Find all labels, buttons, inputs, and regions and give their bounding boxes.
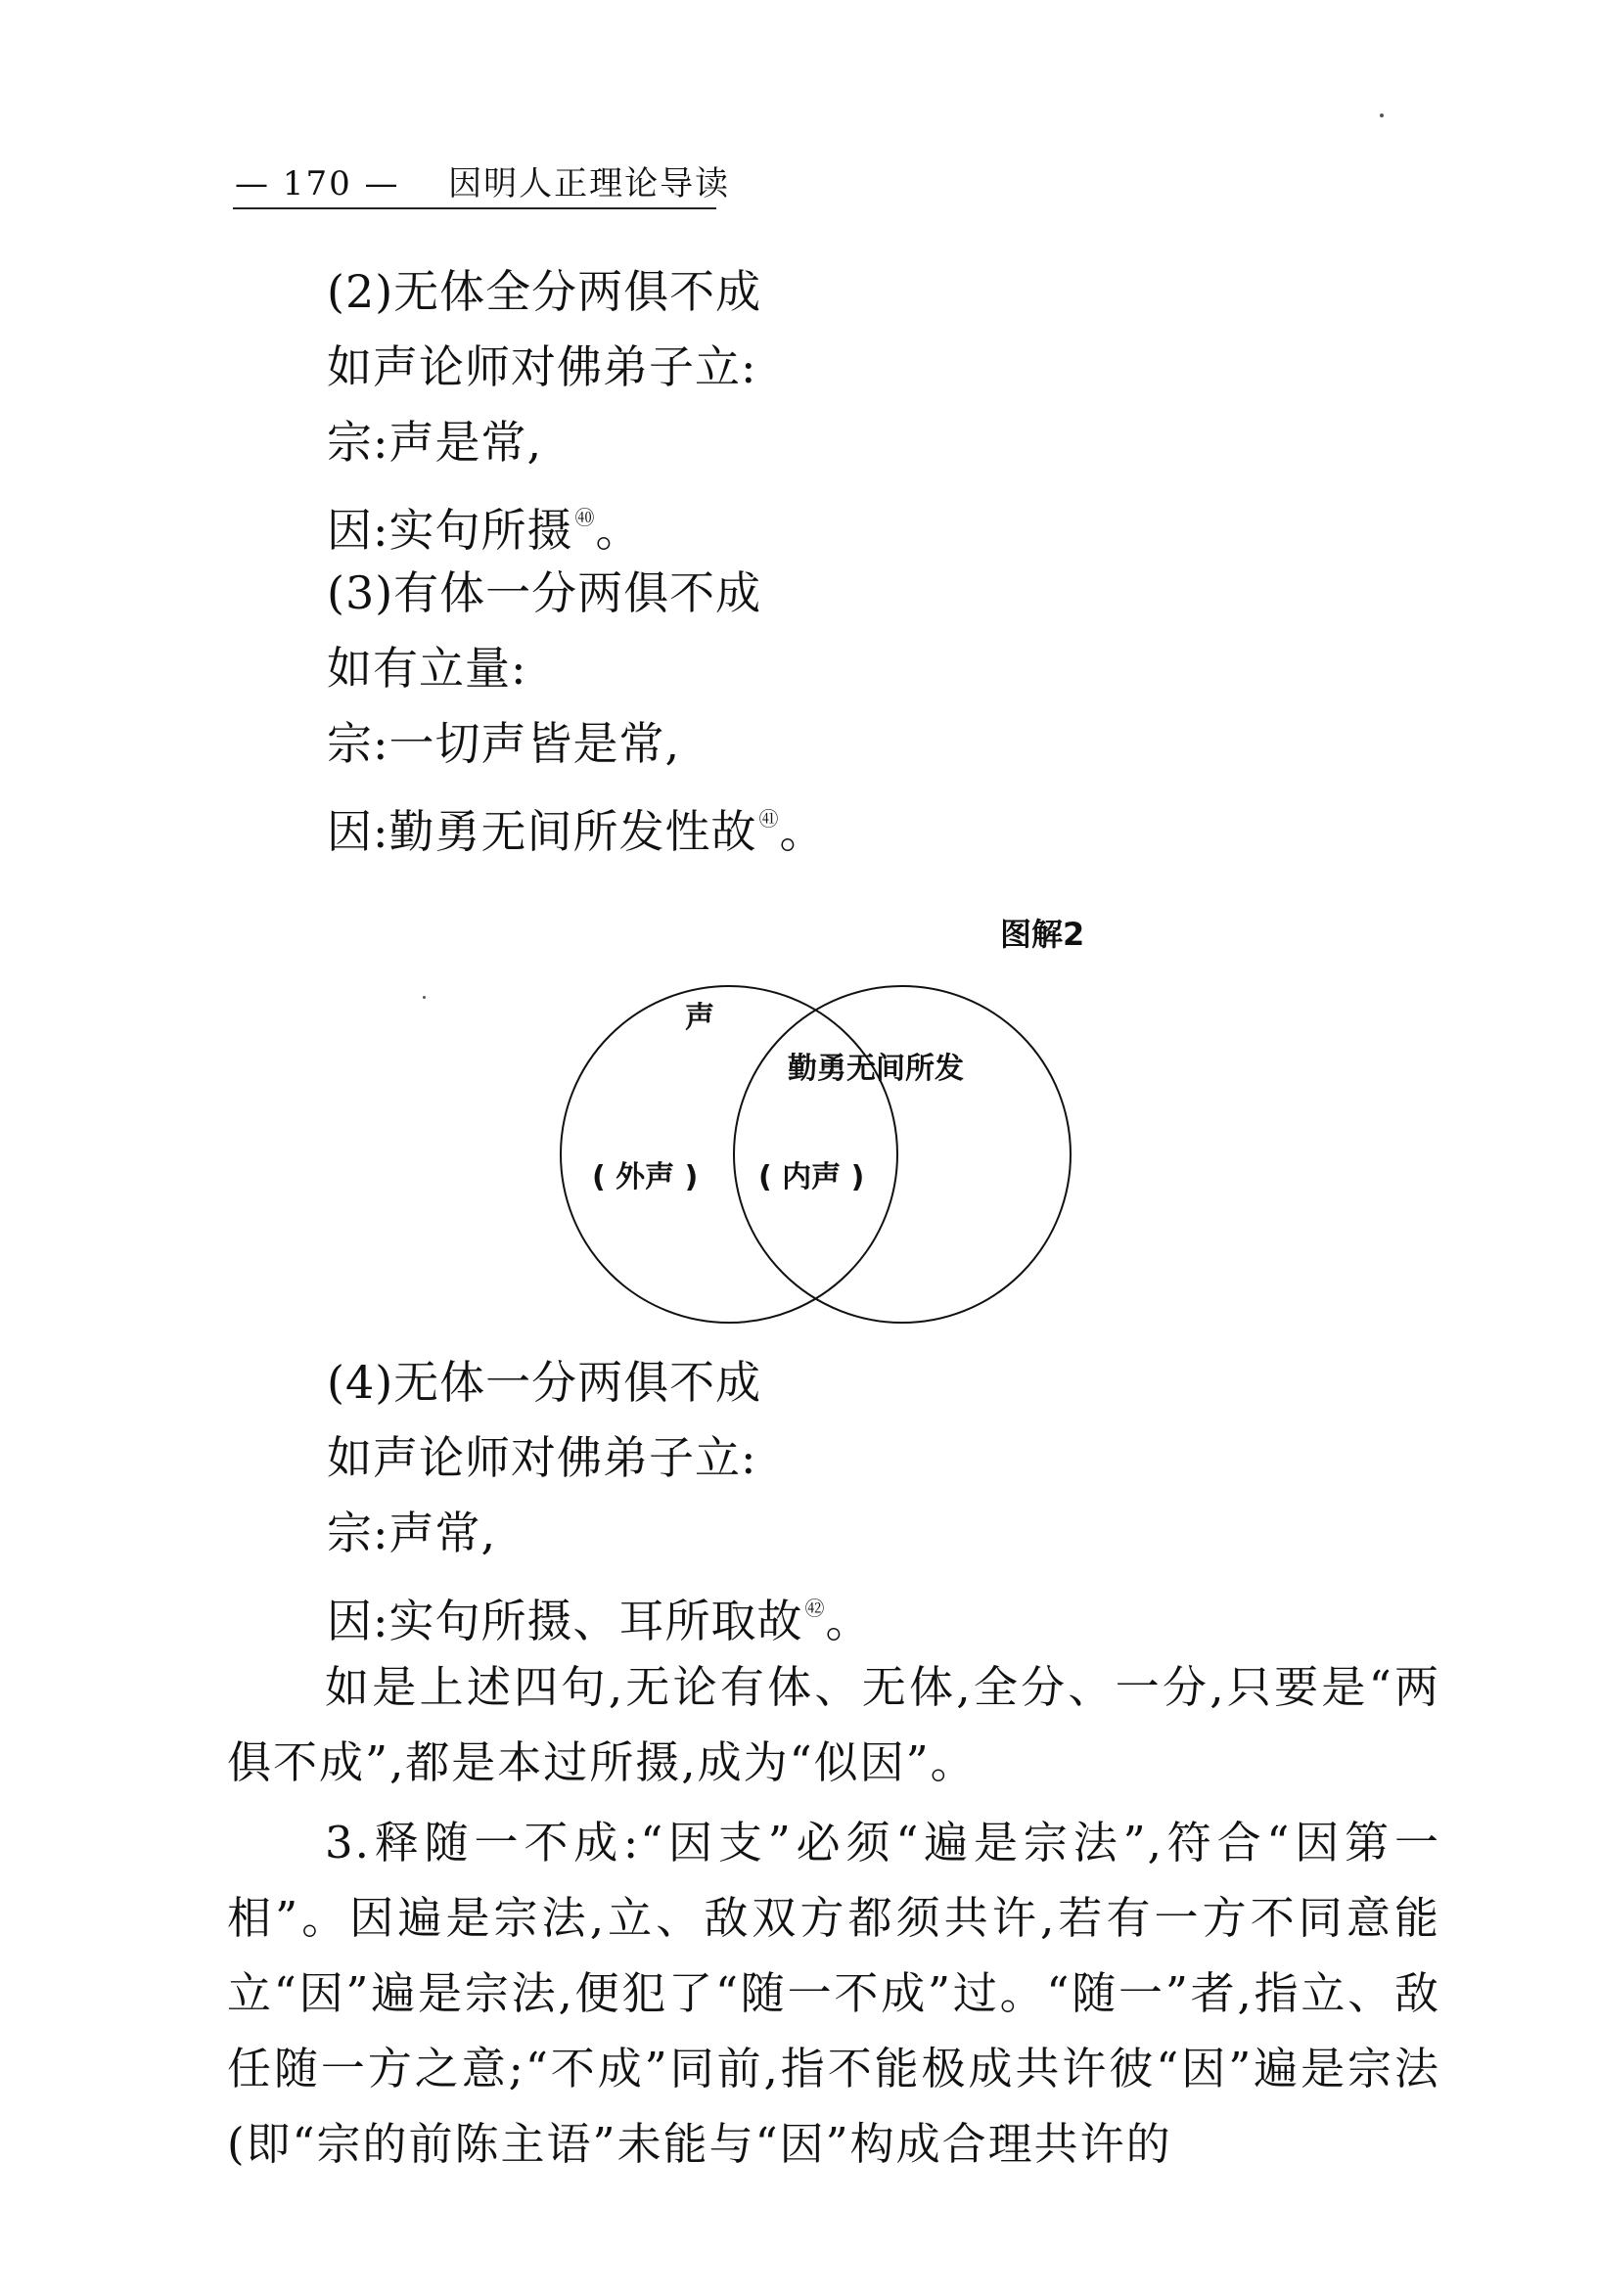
reason-text: 因:勤勇无间所发性故 [327, 805, 757, 858]
thesis-line: 宗:一切声皆是常, [327, 717, 681, 770]
venn-diagram [548, 959, 1096, 1330]
summary-paragraph: 如是上述四句,无论有体、无体,全分、一分,只要是“两俱不成”,都是本过所摄,成为“似因”。 [227, 1661, 1440, 1788]
footnote-42: ㊷ [804, 1597, 826, 1620]
example-intro: 如有立量: [327, 642, 527, 695]
example-intro: 如声论师对佛弟子立: [327, 1431, 757, 1484]
page-number: — 170 — [235, 164, 400, 203]
right-circle [734, 986, 1071, 1323]
reason-text: 因:实句所摄、耳所取故 [327, 1595, 803, 1647]
scan-speck [423, 996, 426, 999]
footnote-40: ㊵ [574, 506, 596, 529]
case-heading-2: (2)无体全分两俱不成 [327, 265, 762, 318]
reason-end: 。 [825, 1595, 872, 1647]
reason-end: 。 [779, 805, 826, 858]
case-heading-3: (3)有体一分两俱不成 [327, 566, 762, 619]
header-rule [233, 207, 716, 209]
reason-text: 因:实句所摄 [327, 504, 573, 557]
label-inner-sound: ( 内声 ) [758, 1160, 865, 1194]
diagram-title: 图解2 [1000, 916, 1085, 953]
explanation-paragraph: 3.释随一不成:“因支”必须“遍是宗法”,符合“因第一相”。因遍是宗法,立、敌双方都须共许,若有一方不同意能立“因”遍是宗法,便犯了“随一不成”过。“随一”者,指立、敌任随一方之意;“不成”同前,指不能极成共许彼“因”遍是宗法(即“宗的前陈主语”未能与“因”构成合理共许的 [227, 1817, 1440, 2170]
running-header [235, 157, 730, 204]
footnote-41: ㊶ [758, 807, 780, 831]
reason-line [327, 490, 642, 558]
reason-line [327, 1581, 872, 1648]
thesis-line: 宗:声常, [327, 1507, 497, 1559]
left-circle [561, 986, 897, 1323]
book-title: 因明人正理论导读 [448, 164, 731, 203]
thesis-line: 宗:声是常, [327, 416, 543, 469]
label-effort-produced: 勤勇无间所发 [788, 1052, 964, 1086]
label-outer-sound: ( 外声 ) [592, 1160, 699, 1194]
label-sound: 声 [685, 1001, 714, 1035]
case-heading-4: (4)无体一分两俱不成 [327, 1356, 762, 1409]
reason-line [327, 791, 826, 859]
reason-end: 。 [595, 504, 642, 557]
scan-speck [1380, 113, 1384, 117]
example-intro: 如声论师对佛弟子立: [327, 340, 757, 393]
